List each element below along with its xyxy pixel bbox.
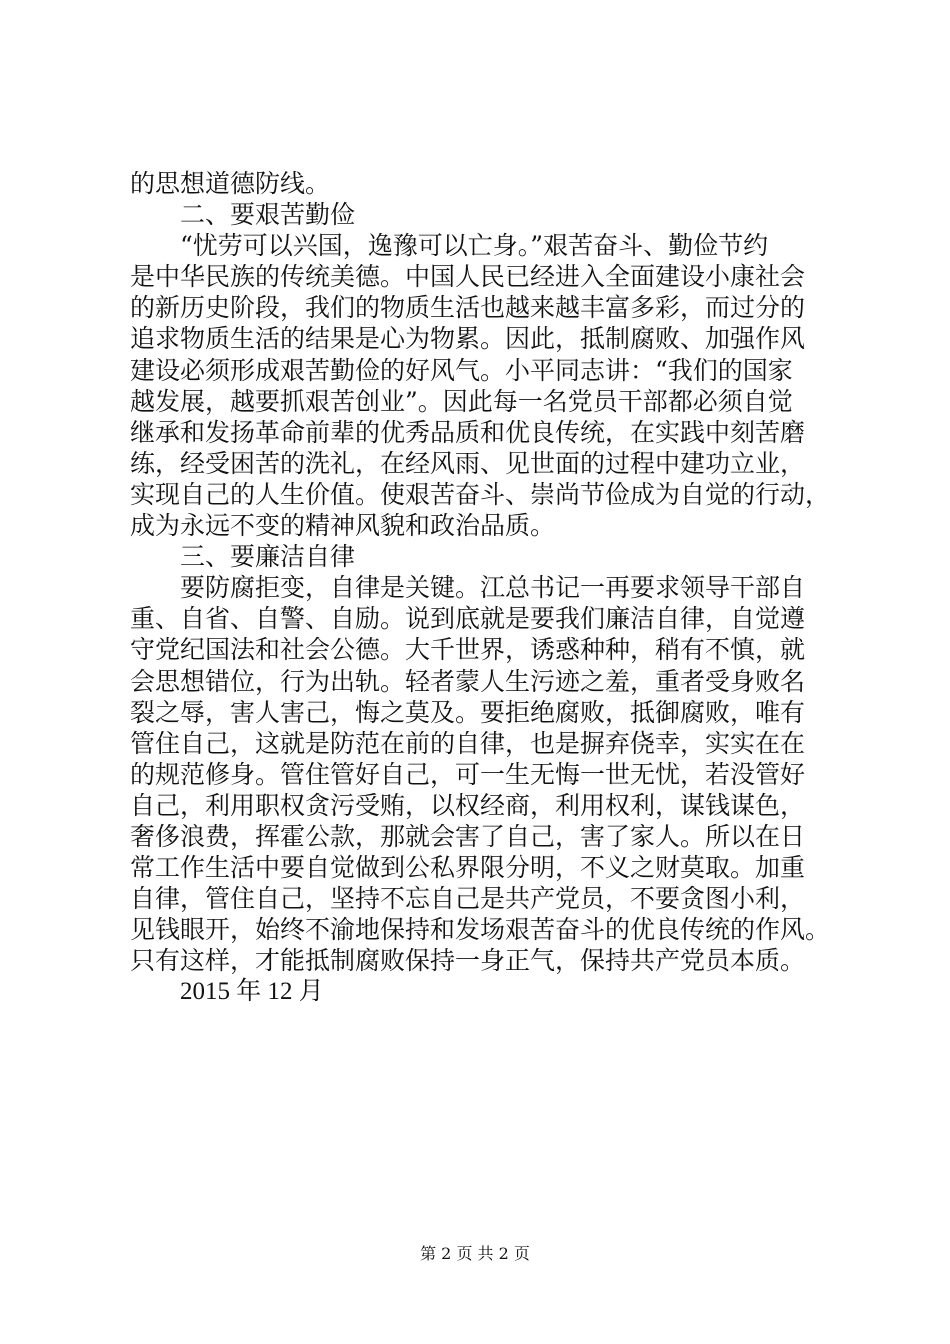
text-line: 裂之辱，害人害己，悔之莫及。要拒绝腐败，抵御腐败，唯有 — [130, 697, 806, 727]
section-heading: 三、要廉洁自律 — [180, 542, 356, 572]
text-line: 建设必须形成艰苦勤俭的好风气。小平同志讲：“我们的国家 — [130, 355, 793, 385]
text-line: 管住自己，这就是防范在前的自律，也是摒弃侥幸，实实在在 — [130, 728, 806, 758]
text-line: 追求物质生活的结果是心为物累。因此，抵制腐败、加强作风 — [130, 324, 806, 354]
text-line: “忧劳可以兴国，逸豫可以亡身。”艰苦奋斗、勤俭节约 — [180, 231, 769, 261]
text-line: 实现自己的人生价值。使艰苦奋斗、崇尚节俭成为自觉的行动， — [130, 479, 831, 509]
text-line: 的新历史阶段，我们的物质生活也越来越丰富多彩，而过分的 — [130, 293, 806, 323]
text-line: 见钱眼开，始终不渝地保持和发场艰苦奋斗的优良传统的作风。 — [130, 915, 831, 945]
document-body — [130, 168, 830, 1008]
text-line: 的规范修身。管住管好自己，可一生无悔一世无忧，若没管好 — [130, 759, 806, 789]
text-line: 守党纪国法和社会公德。大千世界，诱惑种种，稍有不慎，就 — [130, 635, 806, 665]
text-line: 的思想道德防线。 — [130, 169, 331, 198]
page-number-footer: 第 2 页 共 2 页 — [420, 1244, 530, 1263]
text-line: 继承和发扬革命前辈的优秀品质和优良传统，在实践中刻苦磨 — [130, 417, 806, 447]
text-line: 奢侈浪费，挥霍公款，那就会害了自己，害了家人。所以在日 — [130, 821, 806, 851]
text-line: 成为永远不变的精神风貌和政治品质。 — [130, 511, 556, 541]
text-line: 自律，管住自己，坚持不忘自己是共产党员，不要贪图小利， — [130, 884, 806, 914]
section-heading: 二、要艰苦勤俭 — [180, 200, 356, 230]
text-line: 会思想错位，行为出轨。轻者蒙人生污迹之羞，重者受身败名 — [130, 666, 806, 696]
text-line: 越发展，越要抓艰苦创业”。因此每一名党员干部都必须自觉 — [130, 386, 793, 416]
text-line: 常工作生活中要自觉做到公私界限分明，不义之财莫取。加重 — [130, 853, 806, 883]
text-line: 练，经受困苦的洗礼，在经风雨、见世面的过程中建功立业， — [130, 448, 806, 478]
text-line: 重、自省、自警、自励。说到底就是要我们廉洁自律，自觉遵 — [130, 604, 806, 634]
document-date: 2015 年 12 月 — [180, 978, 324, 1006]
text-line: 是中华民族的传统美德。中国人民已经进入全面建设小康社会 — [130, 262, 806, 292]
text-line: 只有这样，才能抵制腐败保持一身正气，保持共产党员本质。 — [130, 946, 806, 976]
text-line: 自己，利用职权贪污受贿，以权经商，利用权利，谋钱谋色， — [130, 790, 806, 820]
text-line: 要防腐拒变，自律是关键。江总书记一再要求领导干部自 — [180, 573, 806, 603]
